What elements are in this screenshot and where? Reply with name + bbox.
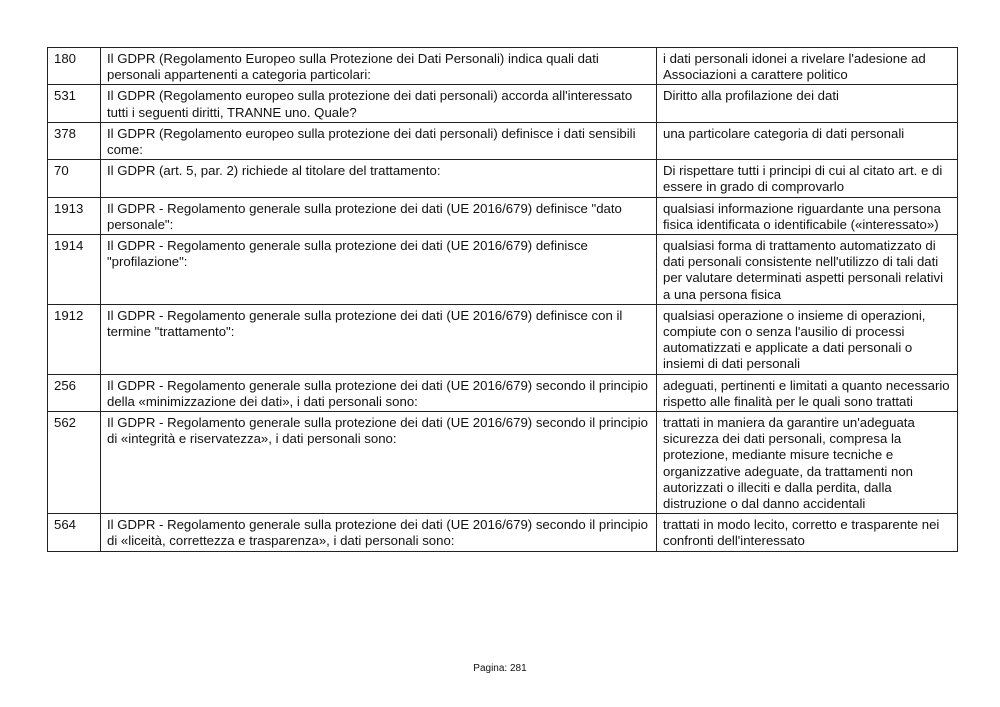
answer-text: i dati personali idonei a rivelare l'adesione ad Associazioni a carattere politico: [657, 48, 958, 85]
question-text: Il GDPR - Regolamento generale sulla protezione dei dati (UE 2016/679) secondo il principio di «integrità e riservatezza», i dati personali sono:: [101, 412, 657, 514]
answer-text: qualsiasi operazione o insieme di operazioni, compiute con o senza l'ausilio di processi automatizzati e applicate a dati personali o insiemi di dati personali: [657, 304, 958, 374]
question-text: Il GDPR - Regolamento generale sulla protezione dei dati (UE 2016/679) secondo il principio della «minimizzazione dei dati», i dati personali sono:: [101, 374, 657, 411]
question-id: 562: [48, 412, 101, 514]
question-id: 1912: [48, 304, 101, 374]
answer-text: adeguati, pertinenti e limitati a quanto necessario rispetto alle finalità per le quali sono trattati: [657, 374, 958, 411]
question-text: Il GDPR (art. 5, par. 2) richiede al titolare del trattamento:: [101, 160, 657, 197]
question-id: 256: [48, 374, 101, 411]
question-text: Il GDPR - Regolamento generale sulla protezione dei dati (UE 2016/679) definisce "profilazione":: [101, 235, 657, 305]
table-row: [48, 304, 958, 374]
page-number: Pagina: 281: [473, 663, 527, 674]
table-row: [48, 85, 958, 122]
question-id: 70: [48, 160, 101, 197]
answer-text: Di rispettare tutti i principi di cui al citato art. e di essere in grado di comprovarlo: [657, 160, 958, 197]
question-text: Il GDPR (Regolamento europeo sulla protezione dei dati personali) accorda all'interessato tutti i seguenti diritti, TRANNE uno. Quale?: [101, 85, 657, 122]
question-id: 1914: [48, 235, 101, 305]
table-row: [48, 122, 958, 159]
answer-text: qualsiasi forma di trattamento automatizzato di dati personali consistente nell'utilizzo di tali dati per valutare determinati aspetti personali relativi a una persona fisica: [657, 235, 958, 305]
answer-text: trattati in modo lecito, corretto e trasparente nei confronti dell'interessato: [657, 514, 958, 551]
table-row: [48, 514, 958, 551]
question-text: Il GDPR (Regolamento Europeo sulla Protezione dei Dati Personali) indica quali dati personali appartenenti a categoria particolari:: [101, 48, 657, 85]
answer-text: qualsiasi informazione riguardante una persona fisica identificata o identificabile («interessato»): [657, 197, 958, 234]
table-row: [48, 48, 958, 85]
question-text: Il GDPR - Regolamento generale sulla protezione dei dati (UE 2016/679) definisce "dato personale":: [101, 197, 657, 234]
answer-text: trattati in maniera da garantire un'adeguata sicurezza dei dati personali, compresa la protezione, mediante misure tecniche e organizzative adeguate, da trattamenti non autorizzati o illeciti e dalla perdita, dalla distruzione o dal danno accidentali: [657, 412, 958, 514]
question-id: 378: [48, 122, 101, 159]
question-table: [47, 47, 958, 552]
table-row: [48, 235, 958, 305]
question-id: 564: [48, 514, 101, 551]
answer-text: una particolare categoria di dati personali: [657, 122, 958, 159]
answer-text: Diritto alla profilazione dei dati: [657, 85, 958, 122]
table-row: [48, 412, 958, 514]
table-row: [48, 197, 958, 234]
question-id: 180: [48, 48, 101, 85]
question-id: 1913: [48, 197, 101, 234]
question-id: 531: [48, 85, 101, 122]
table-row: [48, 160, 958, 197]
question-text: Il GDPR - Regolamento generale sulla protezione dei dati (UE 2016/679) secondo il principio di «liceità, correttezza e trasparenza», i dati personali sono:: [101, 514, 657, 551]
question-text: Il GDPR - Regolamento generale sulla protezione dei dati (UE 2016/679) definisce con il termine "trattamento":: [101, 304, 657, 374]
question-text: Il GDPR (Regolamento europeo sulla protezione dei dati personali) definisce i dati sensibili come:: [101, 122, 657, 159]
table-row: [48, 374, 958, 411]
